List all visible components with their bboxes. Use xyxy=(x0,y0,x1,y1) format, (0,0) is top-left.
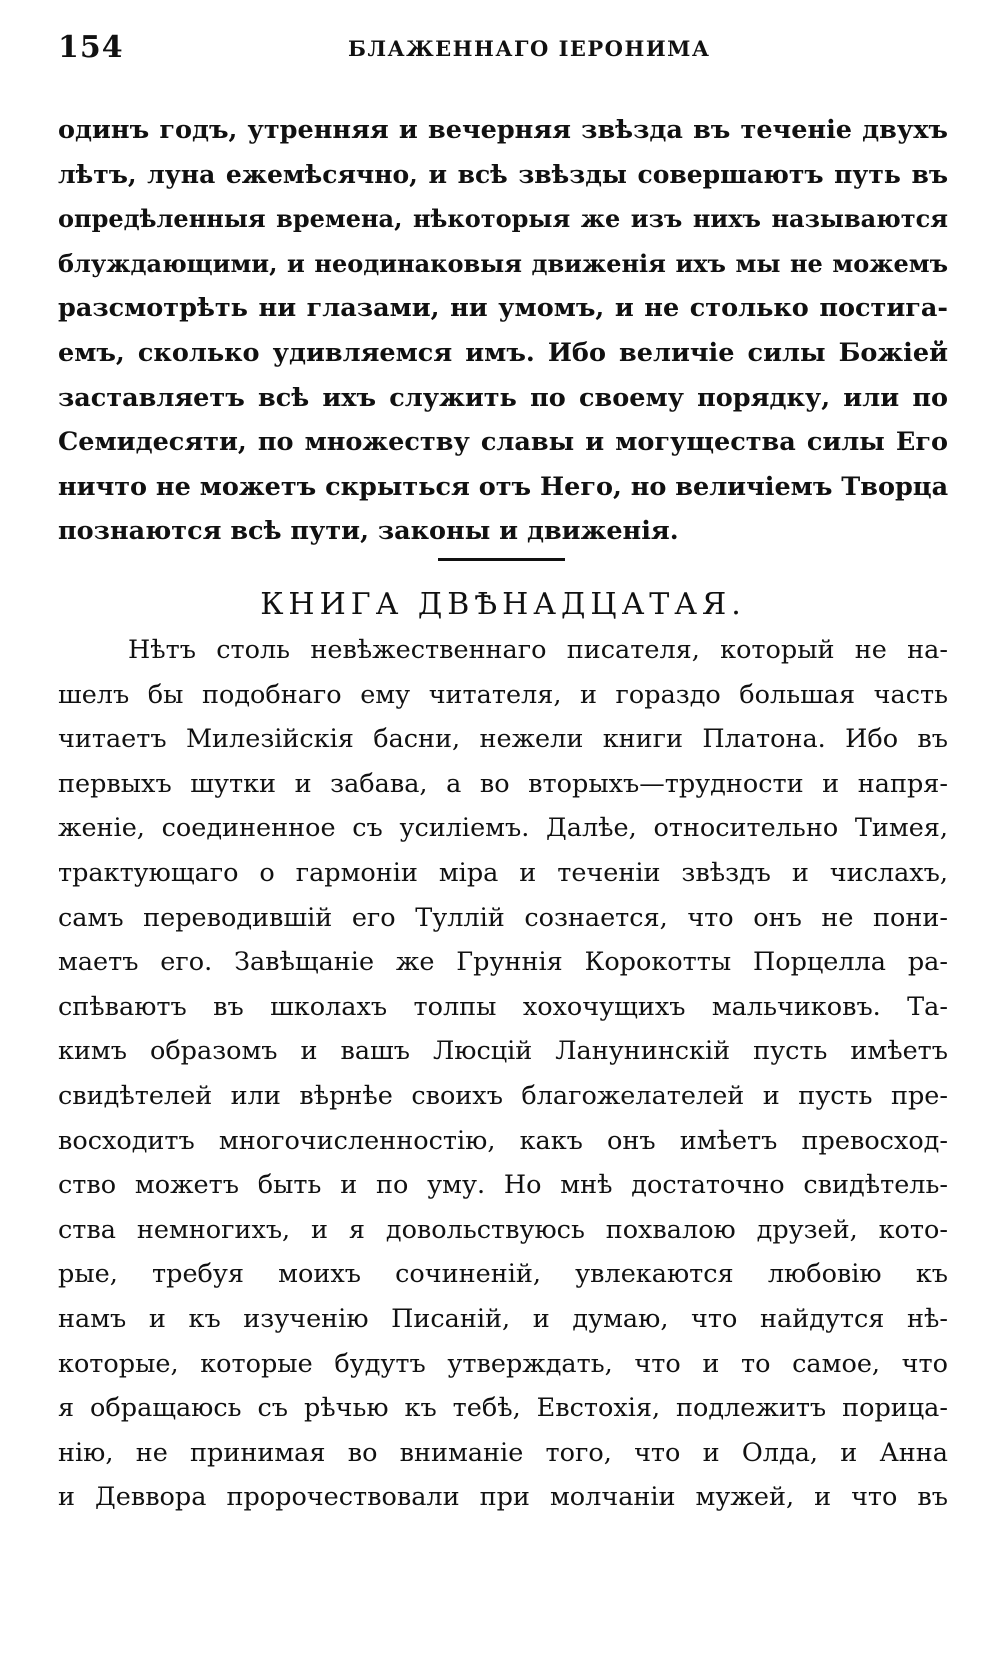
text-line: ничто не можетъ скрыться отъ Него, но величіемъ Творца xyxy=(58,471,948,502)
text-line: спѣваютъ въ школахъ толпы хохочущихъ мальчиковъ. Та- xyxy=(58,991,948,1022)
text-line: я обращаюсь съ рѣчью къ тебѣ, Евстохія, подлежитъ порица- xyxy=(58,1393,948,1424)
text-line: опредѣленныя времена, нѣкоторыя же изъ нихъ называются xyxy=(58,204,948,234)
text-line: емъ, сколько удивляемся имъ. Ибо величіе силы Божіей xyxy=(58,337,948,368)
text-line: рые, требуя моихъ сочиненій, увлекаются любовію къ xyxy=(58,1259,948,1290)
text-line: ство можетъ быть и по уму. Но мнѣ достаточно свидѣтель- xyxy=(58,1170,948,1201)
text-line: заставляетъ всѣ ихъ служить по своему порядку, или по xyxy=(58,382,948,413)
text-line: женіе, соединенное съ усиліемъ. Далѣе, относительно Тимея, xyxy=(58,813,948,844)
text-line: Нѣтъ столь невѣжественнаго писателя, который не на- xyxy=(128,635,948,665)
text-line: намъ и къ изученію Писаній, и думаю, что найдутся нѣ- xyxy=(58,1303,948,1334)
text-line: которые, которые будутъ утверждать, что и то самое, что xyxy=(58,1348,948,1379)
text-line: и Деввора пророчествовали при молчаніи мужей, и что въ xyxy=(58,1482,948,1513)
text-line: разсмотрѣть ни глазами, ни умомъ, и не столько постига- xyxy=(58,293,948,324)
text-line: познаются всѣ пути, законы и движенія. xyxy=(58,516,679,547)
text-line: нію, не принимая во вниманіе того, что и Олда, и Анна xyxy=(58,1437,948,1468)
text-line: самъ переводившій его Туллій сознается, что онъ не пони- xyxy=(58,902,948,933)
book-title: КНИГА ДВѢНАДЦАТАЯ. xyxy=(260,587,746,622)
text-line: кимъ образомъ и вашъ Люсцій Ланунинскій пусть имѣетъ xyxy=(58,1036,948,1067)
text-line: шелъ бы подобнаго ему читателя, и гораздо большая часть xyxy=(58,679,948,710)
text-line: одинъ годъ, утренняя и вечерняя звѣзда въ теченіе двухъ xyxy=(58,115,948,145)
page-header xyxy=(58,30,948,74)
text-line: читаетъ Милезійскія басни, нежели книги Платона. Ибо въ xyxy=(58,724,948,755)
text-line: Семидесяти, по множеству славы и могущества силы Его xyxy=(58,427,948,458)
text-line: блуждающими, и неодинаковыя движенія ихъ мы не можемъ xyxy=(58,248,948,278)
text-line: лѣтъ, луна ежемѣсячно, и всѣ звѣзды совершаютъ путь въ xyxy=(58,159,948,189)
text-line: ства немногихъ, и я довольствуюсь похвалою друзей, кото- xyxy=(58,1214,948,1245)
running-head: БЛАЖЕННАГО ІЕРОНИМА xyxy=(348,36,711,61)
text-line: первыхъ шутки и забава, а во вторыхъ—трудности и напря- xyxy=(58,768,948,799)
text-line: маетъ его. Завѣщаніе же Груннія Корокотты Порцелла ра- xyxy=(58,947,948,978)
paragraph-2 xyxy=(58,628,948,1520)
page-number: 154 xyxy=(58,30,124,65)
text-line: восходитъ многочисленностію, какъ онъ имѣетъ превосход- xyxy=(58,1125,948,1156)
paragraph-1 xyxy=(58,108,948,554)
text-line: трактующаго о гармоніи міра и теченіи звѣздъ и числахъ, xyxy=(58,857,948,888)
section-divider xyxy=(438,558,565,561)
text-line: свидѣтелей или вѣрнѣе своихъ благожелателей и пусть пре- xyxy=(58,1080,948,1111)
